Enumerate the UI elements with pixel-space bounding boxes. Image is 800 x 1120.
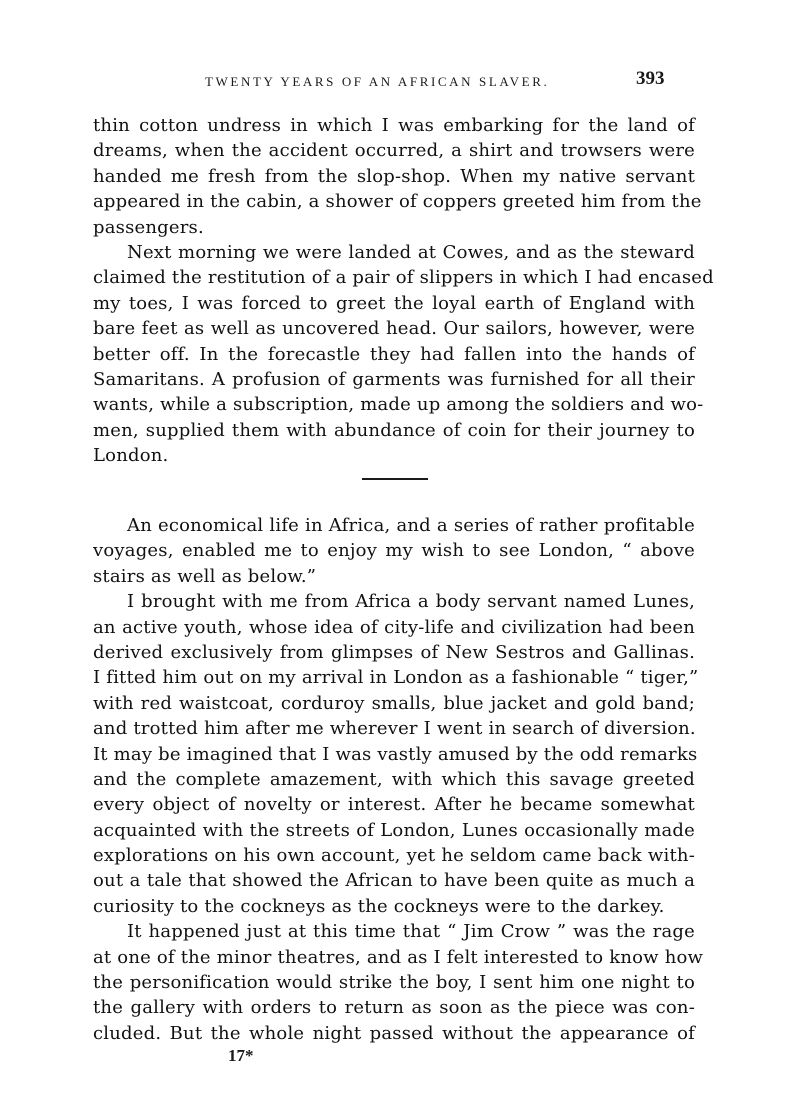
text-line: Next morning we were landed at Cowes, and as the steward <box>127 241 695 263</box>
text-line: thin cotton undress in which I was embarking for the land of <box>93 115 695 136</box>
running-head-title: TWENTY YEARS OF AN AFRICAN SLAVER. <box>205 74 550 89</box>
text-line: every object of novelty or interest. After he became somewhat <box>93 794 695 816</box>
text-line: men, supplied them with abundance of coin for their journey to <box>93 419 695 441</box>
text-line: cluded. But the whole night passed without the appearance of <box>93 1022 695 1044</box>
text-line: an active youth, whose idea of city-life and civilization had been <box>93 616 695 638</box>
text-line: wants, while a subscription, made up among the soldiers and wo- <box>93 394 704 416</box>
text-line: explorations on his own account, yet he seldom came back with- <box>93 845 695 867</box>
text-line: my toes, I was forced to greet the loyal earth of England with <box>93 292 695 314</box>
text-block-one <box>93 113 714 468</box>
text-line: voyages, enabled me to enjoy my wish to see London, “ above <box>93 540 695 562</box>
text-line: the gallery with orders to return as soon as the piece was con- <box>93 997 695 1019</box>
text-line: out a tale that showed the African to have been quite as much a <box>93 870 695 892</box>
section-divider <box>362 478 428 480</box>
text-line: with red waistcoat, corduroy smalls, blue jacket and gold band; <box>93 692 695 714</box>
text-line: curiosity to the cockneys as the cockneys were to the darkey. <box>93 895 665 917</box>
text-line: acquainted with the streets of London, Lunes occasionally made <box>93 819 695 841</box>
text-line: An economical life in Africa, and a series of rather profitable <box>127 515 695 536</box>
text-line: better off. In the forecastle they had fallen into the hands of <box>93 343 695 365</box>
text-line: appeared in the cabin, a shower of coppers greeted him from the <box>93 191 702 213</box>
text-line: I brought with me from Africa a body servant named Lunes, <box>127 591 695 613</box>
text-block-two <box>93 513 704 1046</box>
text-line: It may be imagined that I was vastly amused by the odd remarks <box>93 743 698 765</box>
text-line: Samaritans. A profusion of garments was furnished for all their <box>93 368 695 390</box>
text-line: dreams, when the accident occurred, a shirt and trowsers were <box>93 140 695 162</box>
text-line: derived exclusively from glimpses of New Sestros and Gallinas. <box>93 641 695 663</box>
text-line: bare feet as well as uncovered head. Our sailors, however, were <box>93 318 695 340</box>
text-line: It happened just at this time that “ Jim Crow ” was the rage <box>127 921 695 943</box>
text-line: at one of the minor theatres, and as I felt interested to know how <box>93 946 704 968</box>
text-line: passengers. <box>93 216 204 238</box>
signature-mark: 17* <box>228 1046 254 1065</box>
text-line: stairs as well as below.” <box>93 565 317 587</box>
text-line: the personification would strike the boy, I sent him one night to <box>93 972 695 994</box>
text-line: claimed the restitution of a pair of slippers in which I had encased <box>93 267 714 289</box>
text-line: London. <box>93 445 169 467</box>
text-line: I fitted him out on my arrival in London as a fashionable “ tiger,” <box>93 667 699 689</box>
text-line: and trotted him after me wherever I went in search of diversion. <box>93 718 696 740</box>
text-line: and the complete amazement, with which this savage greeted <box>93 768 695 790</box>
text-line: handed me fresh from the slop-shop. When my native servant <box>93 165 695 187</box>
page-number: 393 <box>636 68 665 89</box>
